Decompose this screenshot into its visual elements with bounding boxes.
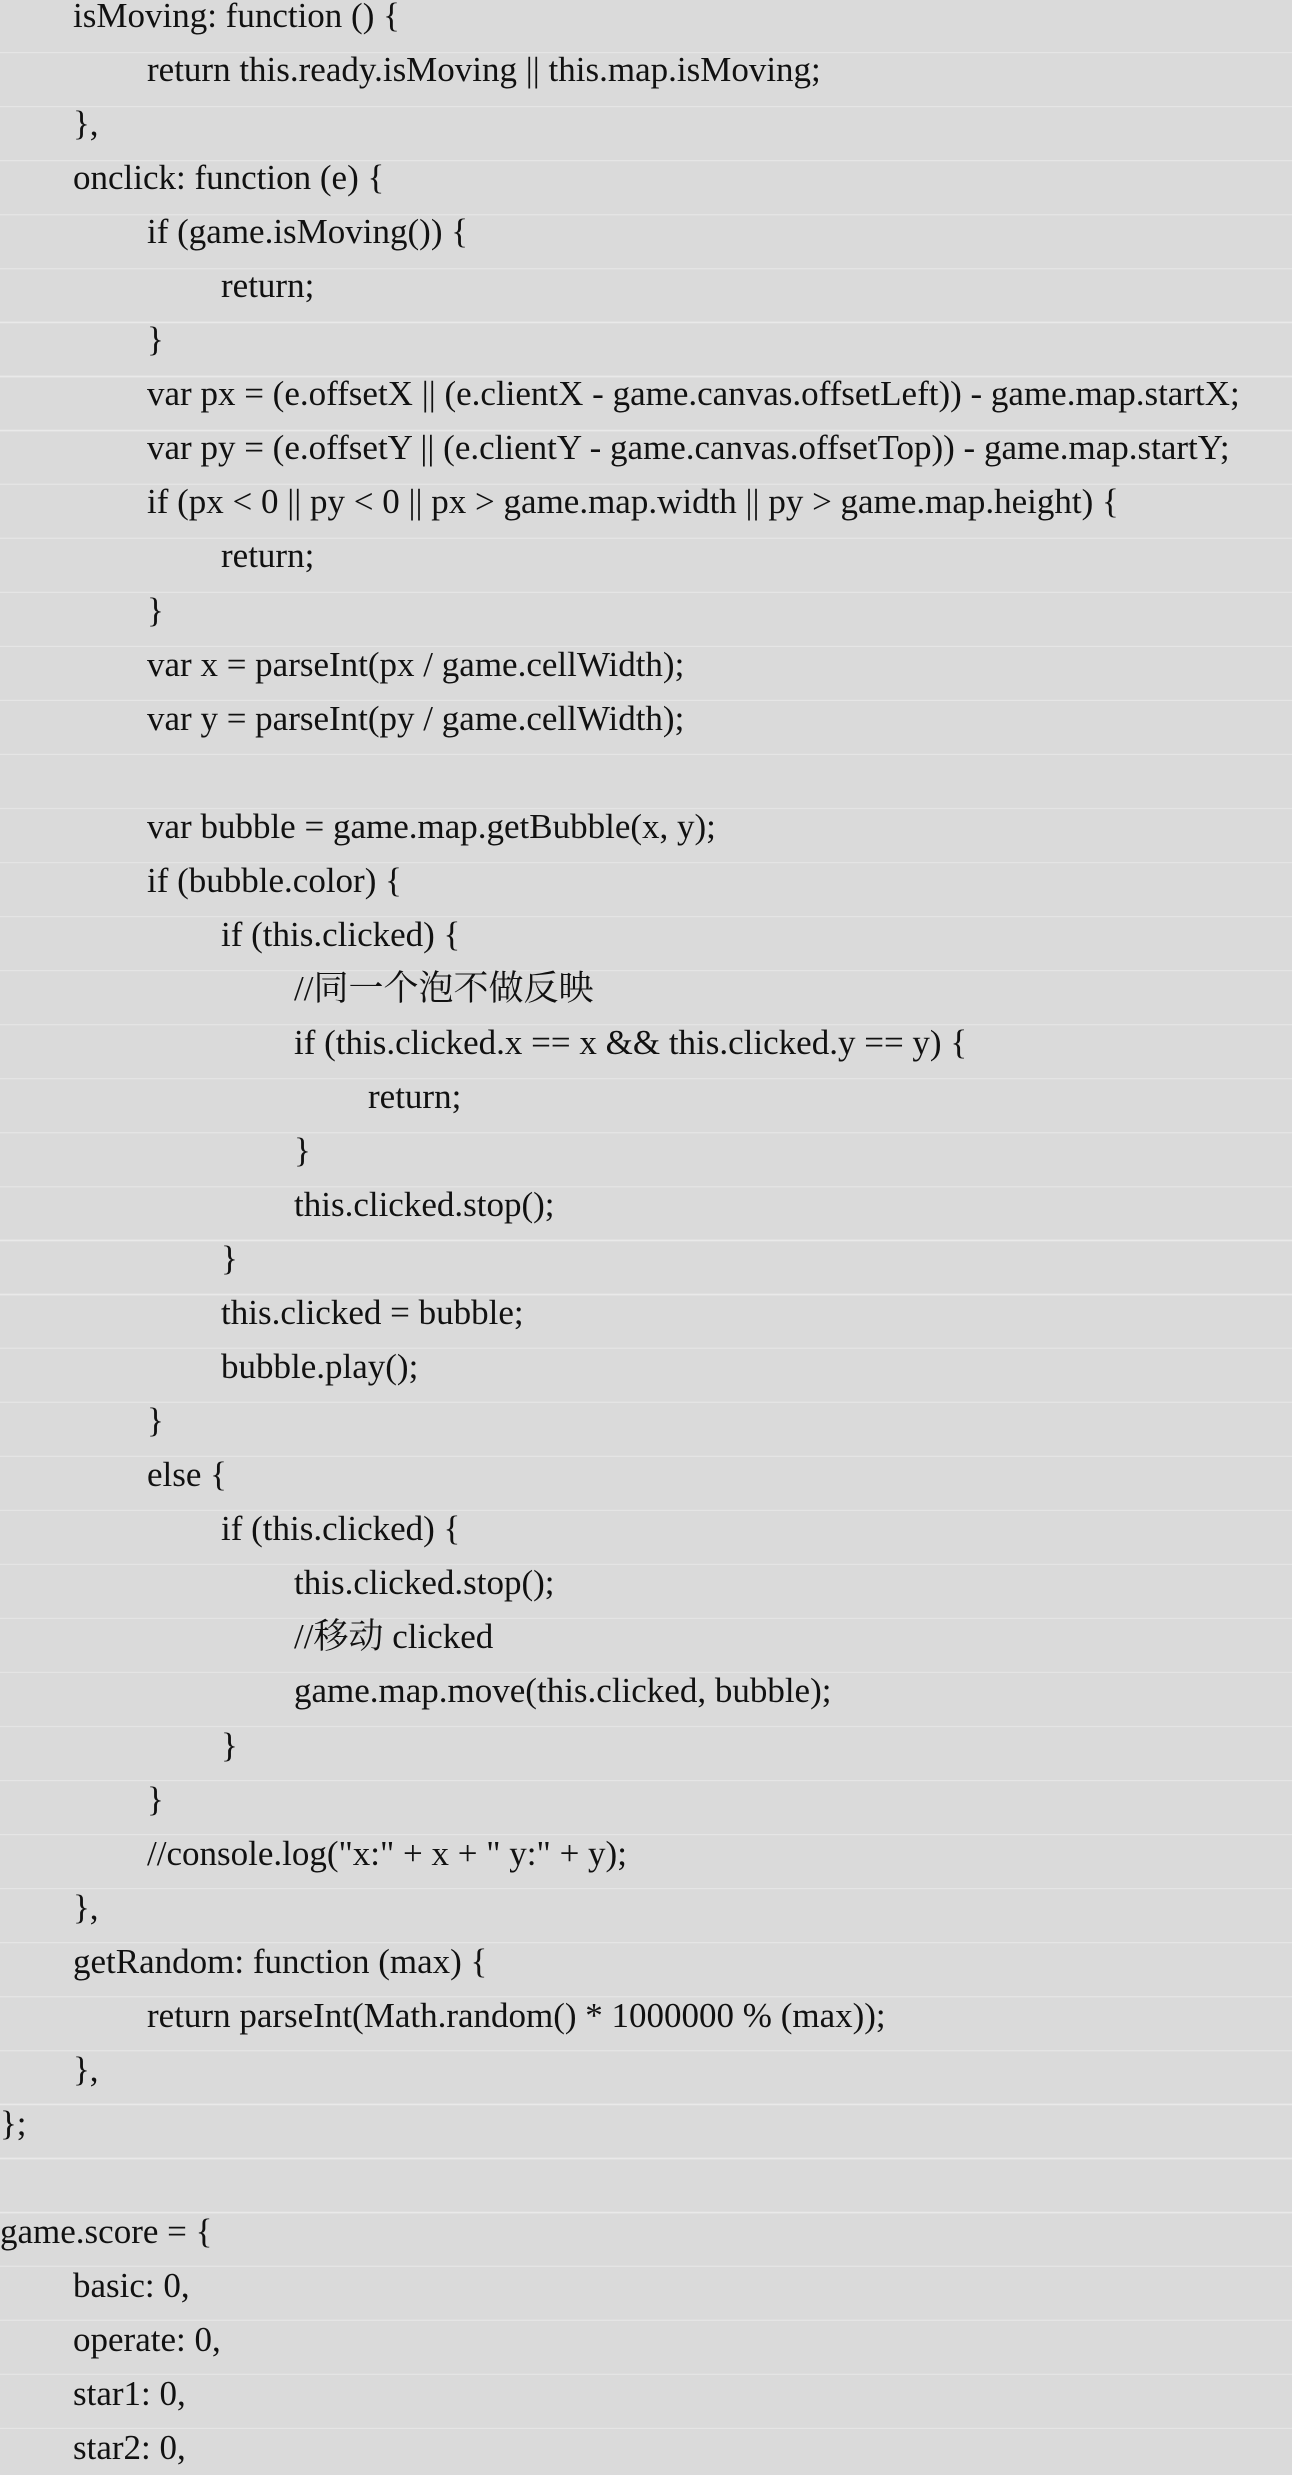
code-line: }, — [73, 1887, 99, 1927]
code-line: onclick: function (e) { — [73, 158, 385, 198]
code-line: var px = (e.offsetX || (e.clientX - game.canvas.offsetLeft)) - game.map.startX; — [147, 374, 1240, 414]
code-line: } — [221, 1725, 238, 1765]
code-line: this.clicked.stop(); — [294, 1563, 555, 1603]
code-line: if (this.clicked) { — [221, 1509, 461, 1549]
code-line: return; — [221, 536, 315, 576]
code-line: return; — [221, 266, 315, 306]
code-line: var py = (e.offsetY || (e.clientY - game.canvas.offsetTop)) - game.map.startY; — [147, 428, 1230, 468]
code-line: if (this.clicked) { — [221, 914, 461, 954]
code-line: }; — [0, 2103, 27, 2143]
code-line: if (game.isMoving()) { — [147, 212, 469, 252]
code-line: var y = parseInt(py / game.cellWidth); — [147, 698, 685, 738]
code-line: else { — [147, 1455, 227, 1495]
code-line: game.map.move(this.clicked, bubble); — [294, 1671, 832, 1711]
code-line: } — [147, 1401, 164, 1441]
code-line: this.clicked = bubble; — [221, 1293, 524, 1333]
code-line: return; — [368, 1076, 462, 1116]
code-line: } — [147, 1779, 164, 1819]
code-line: //同一个泡不做反映 — [294, 968, 594, 1008]
code-line: getRandom: function (max) { — [73, 1941, 488, 1981]
code-line: game.score = { — [0, 2211, 213, 2251]
code-line: }, — [73, 104, 99, 144]
code-line: if (px < 0 || py < 0 || px > game.map.width || py > game.map.height) { — [147, 482, 1119, 522]
code-line: } — [147, 590, 164, 630]
code-line: return parseInt(Math.random() * 1000000 % (max)); — [147, 1995, 886, 2035]
code-line: } — [147, 320, 164, 360]
code-line: } — [294, 1130, 311, 1170]
code-line: var x = parseInt(px / game.cellWidth); — [147, 644, 685, 684]
code-line: }, — [73, 2049, 99, 2089]
blank-line — [0, 2151, 1292, 2205]
code-line: basic: 0, — [73, 2265, 190, 2305]
code-line: if (bubble.color) { — [147, 860, 402, 900]
code-line: //console.log("x:" + x + " y:" + y); — [147, 1833, 627, 1873]
code-line: return this.ready.isMoving || this.map.isMoving; — [147, 50, 821, 90]
blank-line — [0, 746, 1292, 800]
code-line: star2: 0, — [73, 2428, 186, 2468]
code-line: //移动 clicked — [294, 1617, 494, 1657]
code-line: if (this.clicked.x == x && this.clicked.y == y) { — [294, 1022, 968, 1062]
code-line: operate: 0, — [73, 2320, 221, 2360]
code-line: isMoving: function () { — [73, 0, 400, 35]
code-line: var bubble = game.map.getBubble(x, y); — [147, 806, 716, 846]
code-line: bubble.play(); — [221, 1347, 419, 1387]
code-line: star1: 0, — [73, 2374, 186, 2414]
code-line: } — [221, 1239, 238, 1279]
code-line: this.clicked.stop(); — [294, 1185, 555, 1225]
